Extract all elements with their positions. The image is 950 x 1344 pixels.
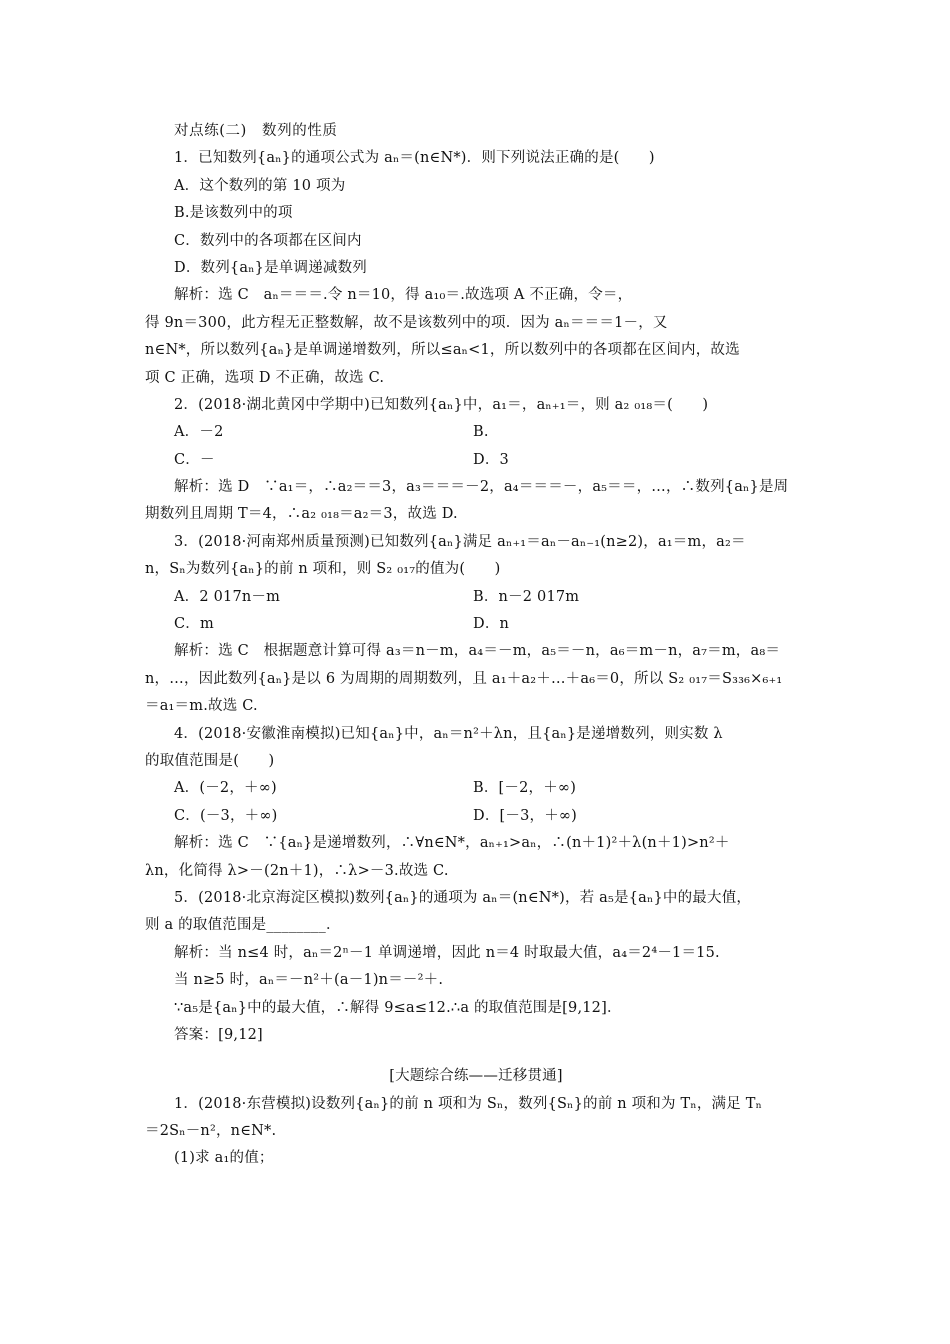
q5-stem: 则 a 的取值范围是________． — [145, 917, 341, 934]
q4-option-d: D．[－3，＋∞) — [473, 807, 578, 824]
q4-option-a: A．(－2，＋∞) — [174, 780, 277, 797]
q5-analysis-line: ∵a₅是{aₙ}中的最大值，∴解得 9≤a≤12.∴a 的取值范围是[9,12]． — [174, 999, 622, 1016]
q3-option-d: D．n — [473, 616, 510, 633]
q4-stem: 4．(2018·安徽淮南模拟)已知{aₙ}中，aₙ＝n²＋λn，且{aₙ}是递增数列，则实数 λ — [174, 725, 723, 742]
q3-analysis-line: 解析：选 C 根据题意计算可得 a₃＝n－m，a₄＝－m，a₅＝－n，a₆＝m－n，a₇＝m，a₈＝ — [174, 643, 781, 660]
q5-analysis-line: 当 n≥5 时，aₙ＝－n²＋(a－1)n＝－²＋. — [174, 972, 444, 989]
q3-option-b: B．n－2 017m — [473, 588, 580, 605]
q3-analysis-line: ＝a₁＝m.故选 C. — [145, 698, 258, 715]
q3-option-a: A．2 017n－m — [174, 588, 281, 605]
q2-analysis-line: 期数列且周期 T＝4，∴a₂ ₀₁₈＝a₂＝3，故选 D. — [145, 506, 458, 523]
q1-analysis-line: 解析：选 C aₙ＝＝＝.令 n＝10，得 a₁₀＝.故选项 A 不正确，令＝， — [174, 287, 633, 304]
q4-option-c: C．(－3，＋∞) — [174, 807, 278, 824]
document-page — [145, 118, 807, 1173]
q1-analysis-line: n∈N*，所以数列{aₙ}是单调递增数列，所以≤aₙ<1，所以数列中的各项都在区间内，故选 — [145, 342, 740, 359]
q2-options-row — [145, 419, 807, 446]
q3-analysis-line: n，…，因此数列{aₙ}是以 6 为周期的周期数列，且 a₁＋a₂＋…＋a₆＝0，所以 S₂ ₀₁₇＝S₃₃₆×₆₊₁ — [145, 670, 783, 687]
q1-option-c: C．数列中的各项都在区间内 — [174, 232, 362, 249]
q1-stem: 1．已知数列{aₙ}的通项公式为 aₙ＝(n∈N*)．则下列说法正确的是( ) — [174, 150, 655, 167]
q4-stem: 的取值范围是( ) — [145, 752, 275, 769]
q1-analysis-line: 得 9n＝300，此方程无正整数解，故不是该数列中的项．因为 aₙ＝＝＝1－，又 — [145, 314, 668, 331]
q2-options-row — [145, 447, 807, 474]
q3-options-row — [145, 584, 807, 611]
q4-analysis-line: 解析：选 C ∵{aₙ}是递增数列，∴∀n∈N*，aₙ₊₁>aₙ，∴(n＋1)²＋λ(n＋1)>n²＋ — [174, 835, 730, 852]
section-gap — [145, 1049, 807, 1063]
q3-stem: n，Sₙ为数列{aₙ}的前 n 项和，则 S₂ ₀₁₇的值为( ) — [145, 561, 501, 578]
q4-analysis-line: λn，化简得 λ>－(2n＋1)，∴λ>－3.故选 C. — [145, 862, 449, 879]
q2-option-d: D．3 — [473, 451, 509, 468]
big1-stem: ＝2Sₙ－n²，n∈N*. — [145, 1123, 277, 1140]
section-title: 对点练(二) 数列的性质 — [174, 123, 338, 139]
q4-option-b: B．[－2，＋∞) — [473, 780, 577, 797]
q2-stem: 2．(2018·湖北黄冈中学期中)已知数列{aₙ}中，a₁＝，aₙ₊₁＝，则 a₂ ₀₁₈＝( ) — [174, 396, 709, 413]
big1-stem: 1．(2018·东营模拟)设数列{aₙ}的前 n 项和为 Sₙ，数列{Sₙ}的前 n 项和为 Tₙ，满足 Tₙ — [174, 1095, 763, 1112]
q5-analysis-line: 解析：当 n≤4 时，aₙ＝2ⁿ－1 单调递增，因此 n＝4 时取最大值，a₄＝2⁴－1＝15. — [174, 944, 720, 961]
q3-stem: 3．(2018·河南郑州质量预测)已知数列{aₙ}满足 aₙ₊₁＝aₙ－aₙ₋₁(n≥2)，a₁＝m，a₂＝ — [174, 533, 746, 550]
q2-option-a: A．－2 — [174, 424, 224, 441]
q1-option-a: A．这个数列的第 10 项为 — [174, 177, 346, 194]
q2-analysis-line: 解析：选 D ∵a₁＝，∴a₂＝＝3，a₃＝＝＝－2，a₄＝＝＝－，a₅＝＝，…，∴数列{aₙ}是周 — [174, 479, 789, 496]
q4-options-row — [145, 803, 807, 830]
q3-options-row — [145, 611, 807, 638]
q3-option-c: C．m — [174, 616, 214, 633]
q2-option-c: C．－ — [174, 451, 215, 468]
q5-stem: 5．(2018·北京海淀区模拟)数列{aₙ}的通项为 aₙ＝(n∈N*)，若 a₅是{aₙ}中的最大值， — [174, 889, 752, 906]
big1-sub1: (1)求 a₁的值； — [174, 1150, 274, 1167]
q4-options-row — [145, 775, 807, 802]
q1-analysis-line: 项 C 正确，选项 D 不正确，故选 C. — [145, 369, 385, 386]
q1-option-b: B.是该数列中的项 — [174, 205, 293, 222]
q2-option-b: B. — [473, 424, 489, 441]
q5-answer: 答案：[9,12] — [174, 1026, 263, 1043]
q1-option-d: D．数列{aₙ}是单调递减数列 — [174, 259, 367, 276]
big-section-title: [大题综合练——迁移贯通] — [389, 1068, 563, 1085]
